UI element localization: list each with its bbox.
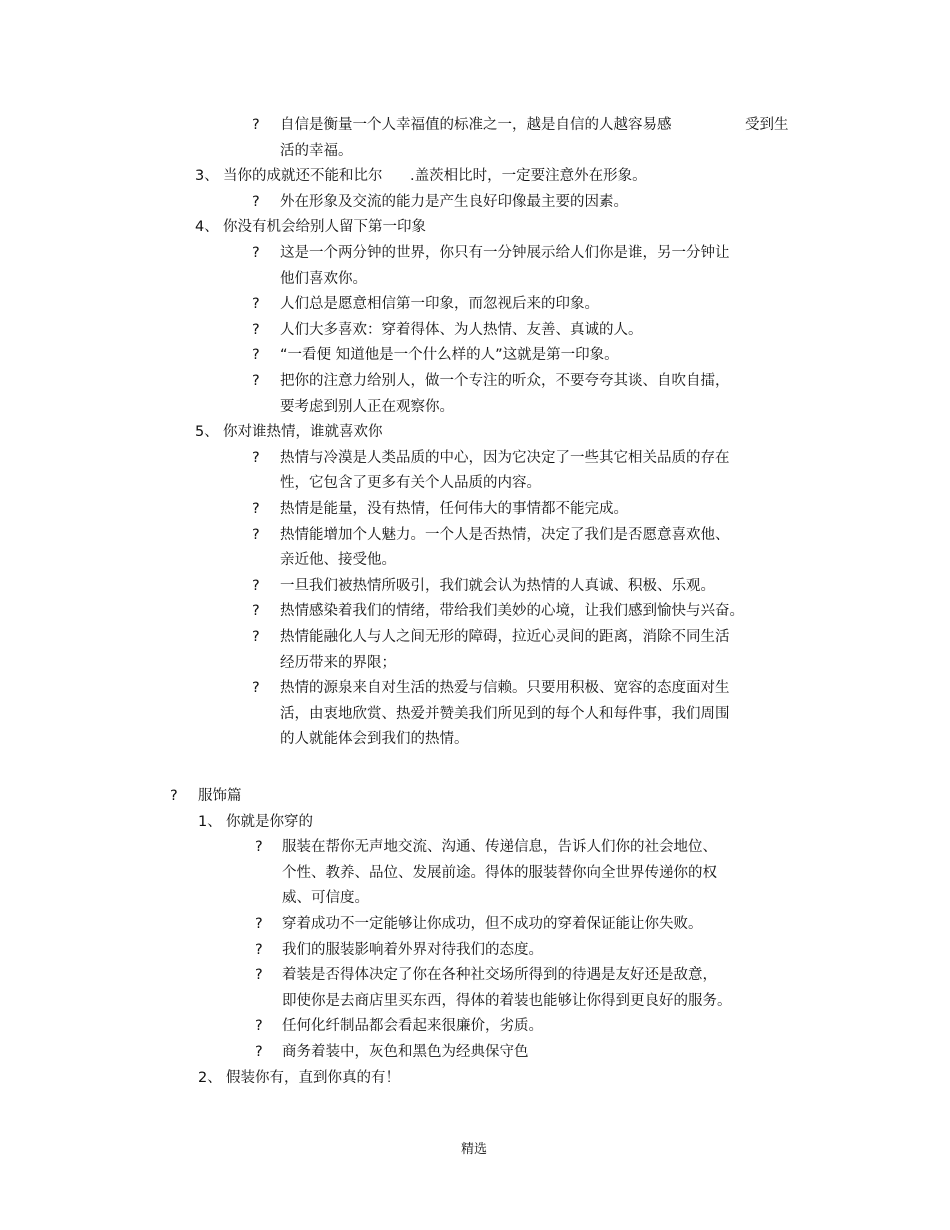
bullet-text-line: 他们喜欢你。: [280, 270, 367, 287]
bullet-text-line: 热情的源泉来自对生活的热爱与信赖。只要用积极、宽容的态度面对生: [280, 680, 730, 697]
bullet-text-line: 性，它包含了更多有关个人品质的内容。: [280, 475, 541, 492]
bullet-marker: ?: [252, 577, 260, 594]
bullet-text-line: 服装在帮你无声地交流、沟通、传递信息，告诉人们你的社会地位、: [282, 839, 717, 856]
bullet-text-line: “一看便 知道他是一个什么样的人”这就是第一印象。: [280, 347, 619, 364]
bullet-text-line: 穿着成功不一定能够让你成功，但不成功的穿着保证能让你失败。: [282, 916, 703, 932]
section-bullet: ?: [170, 788, 178, 804]
list-number: 2、: [198, 1069, 222, 1086]
bullet-marker: ?: [252, 449, 260, 466]
list-item-text: 假装你有，直到你真的有！: [226, 1069, 400, 1086]
bullet-marker: ?: [252, 373, 260, 389]
bullet-marker: ?: [252, 680, 260, 697]
bullet-marker: ?: [252, 296, 260, 313]
bullet-text-line: 即使你是去商店里买东西，得体的着装也能够让你得到更良好的服务。: [282, 992, 732, 1009]
bullet-marker: ?: [252, 117, 260, 133]
bullet-text-line: 热情感染着我们的情绪，带给我们美妙的心境，让我们感到愉快与兴奋。: [280, 603, 744, 620]
bullet-marker: ?: [252, 501, 260, 517]
bullet-marker: ?: [252, 321, 260, 338]
bullet-text-line: 要考虑到别人正在观察你。: [280, 398, 454, 415]
list-number: 4、: [195, 219, 219, 236]
bullet-text-line: 我们的服装影响着外界对待我们的态度。: [282, 941, 543, 958]
bullet-marker: ?: [252, 193, 260, 210]
list-item-text: 当你的成就还不能和比尔: [223, 168, 383, 185]
list-item-text: .盖茨相比时，一定要注意外在形象。: [410, 168, 647, 185]
bullet-text-line: 外在形象及交流的能力是产生良好印像最主要的因素。: [280, 193, 628, 210]
list-item-text: 你对谁热情，谁就喜欢你: [223, 424, 383, 441]
bullet-text-line: 热情能增加个人魅力。一个人是否热情，决定了我们是否愿意喜欢他、: [280, 526, 730, 543]
bullet-marker: ?: [255, 916, 263, 932]
bullet-text-line: 热情与冷漠是人类品质的中心，因为它决定了一些其它相关品质的存在: [280, 449, 730, 466]
list-number: 1、: [198, 813, 222, 830]
bullet-marker: ?: [255, 1044, 263, 1060]
list-number: 3、: [195, 168, 219, 185]
bullet-text-line: 经历带来的界限；: [280, 654, 396, 671]
bullet-text-line: 热情能融化人与人之间无形的障碍，拉近心灵间的距离，消除不同生活: [280, 629, 730, 645]
bullet-marker: ?: [252, 347, 260, 364]
bullet-marker: ?: [255, 1018, 263, 1035]
bullet-text-line: 一旦我们被热情所吸引，我们就会认为热情的人真诚、积极、乐观。: [280, 577, 715, 594]
bullet-text-line: 热情是能量，没有热情，任何伟大的事情都不能完成。: [280, 501, 628, 517]
bullet-text-line: 这是一个两分钟的世界，你只有一分钟展示给人们你是谁，另一分钟让: [280, 245, 730, 261]
list-number: 5、: [195, 424, 219, 441]
bullet-marker: ?: [255, 941, 263, 958]
bullet-marker: ?: [255, 839, 263, 856]
list-item-text: 你就是你穿的: [226, 813, 313, 830]
section-heading: 服饰篇: [198, 788, 242, 804]
bullet-text-line: 威、可信度。: [282, 890, 369, 907]
list-item-text: 你没有机会给别人留下第一印象: [223, 219, 426, 236]
bullet-text-line: 活的幸福。: [280, 142, 353, 159]
bullet-text-line: 自信是衡量一个人幸福值的标准之一，越是自信的人越容易感: [280, 117, 672, 133]
bullet-text-tail: 受到生: [745, 117, 789, 133]
bullet-text-line: 个性、教养、品位、发展前途。得体的服装替你向全世界传递你的权: [282, 864, 717, 881]
bullet-text-line: 着装是否得体决定了你在各种社交场所得到的待遇是友好还是敌意，: [282, 967, 717, 984]
bullet-text-line: 的人就能体会到我们的热情。: [280, 731, 469, 748]
bullet-text-line: 亲近他、接受他。: [280, 552, 396, 569]
bullet-text-line: 商务着装中，灰色和黑色为经典保守色: [282, 1044, 529, 1060]
bullet-text-line: 活，由衷地欣赏、热爱并赞美我们所见到的每个人和每件事，我们周围: [280, 705, 730, 722]
bullet-marker: ?: [255, 967, 263, 984]
bullet-marker: ?: [252, 629, 260, 645]
page-footer: 精选: [461, 1142, 488, 1157]
bullet-text-line: 人们总是愿意相信第一印象，而忽视后来的印象。: [280, 296, 599, 313]
bullet-marker: ?: [252, 245, 260, 261]
bullet-marker: ?: [252, 526, 260, 543]
bullet-text-line: 人们大多喜欢：穿着得体、为人热情、友善、真诚的人。: [280, 321, 643, 338]
bullet-marker: ?: [252, 603, 260, 620]
bullet-text-line: 任何化纤制品都会看起来很廉价，劣质。: [282, 1018, 543, 1035]
bullet-text-line: 把你的注意力给别人，做一个专注的听众，不要夸夸其谈、自吹自擂，: [280, 373, 730, 389]
